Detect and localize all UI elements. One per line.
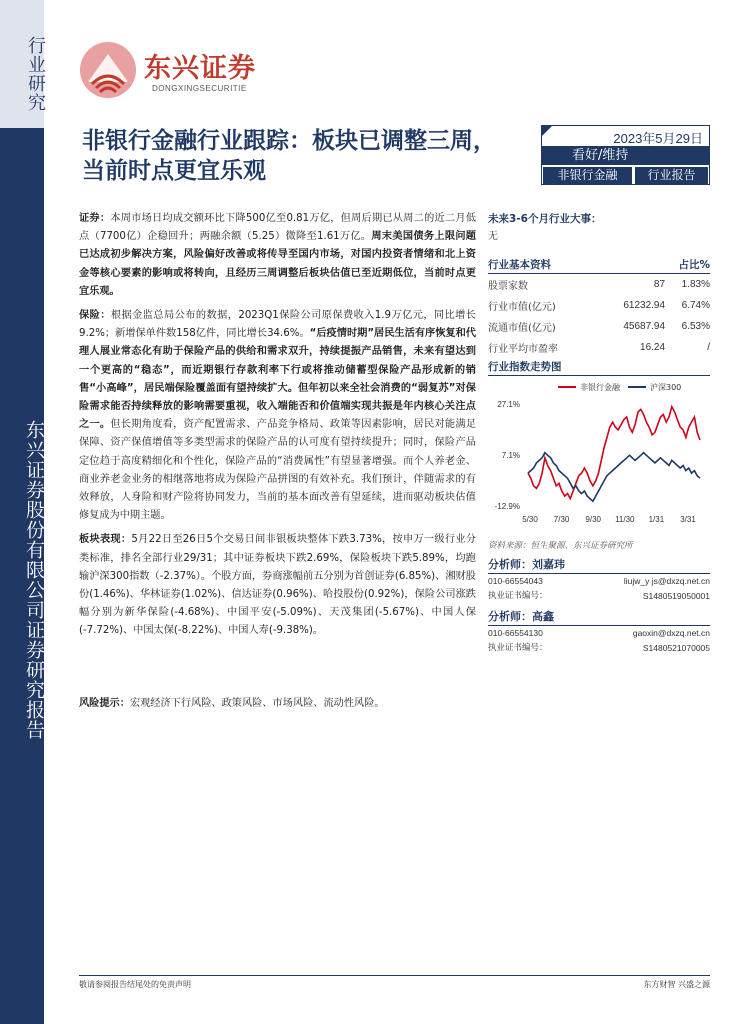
row-pct: 1.83% xyxy=(681,279,710,290)
securities-bold: 周末美国债务上限问题已达成初步解决方案，风险偏好改善或将传导至国内市场，对国内投资者情绪和北上资金等核心要素的影响或将转向，且经历三周调整后板块估值已至近期低位，当前时点更宜乐观。 xyxy=(79,231,476,297)
x-tick-label: 5/30 xyxy=(522,515,538,524)
row-pct: / xyxy=(707,342,710,353)
row-pct: 6.74% xyxy=(681,300,710,311)
logo-name-en: DONGXINGSECURITIE xyxy=(152,84,247,93)
y-tick-label: 7.1% xyxy=(501,451,520,460)
row-label: 行业平均市盈率 xyxy=(488,344,558,355)
analyst-2-contact xyxy=(488,626,710,641)
risk-text: 宏观经济下行风险、政策风险、市场风险、流动性风险。 xyxy=(129,698,385,709)
report-type-tag: 行业报告 xyxy=(635,167,708,184)
logo-mark-icon xyxy=(78,40,138,100)
row-label: 行业市值(亿元) xyxy=(488,302,556,313)
securities-label: 证券： xyxy=(79,213,111,224)
insurance-text-2: 但长期角度看，资产配置需求、产品竞争格局、政策等因素影响，居民对能满足保障、资产保值增值等多类型需求的保险产品的认可度有望持续提升；同时，保险产品定位趋于高度精细化和个性化，保险产品的“消费属性”有望显著增强。而个人养老金、商业养老金业务的相继落地将成为保险产品拼图的有效补充。我们预计，伴随需求的有效释放，人身险和财产险将协同发力，当前的基本面改善有望延续，进而驱动板块估值修复成为中期主题。 xyxy=(79,419,477,522)
left-sidebar xyxy=(0,0,44,1024)
performance-paragraph xyxy=(79,531,476,640)
chart-source: 资料来源：恒生聚源、东兴证券研究所 xyxy=(488,541,633,551)
row-value: 61232.94 xyxy=(623,300,666,311)
analyst-1-email[interactable]: liujw_y js@dxzq.net.cn xyxy=(623,576,710,586)
insurance-bold: “后疫情时期”居民生活有序恢复和代理人展业常态化有助于保险产品的供给和需求双升，持续提振产品销售，未来有望达到一个更高的“稳态”，而近期银行存款利率下行或将推动储蓄型保险产品形成新的销售“小高峰”，居民端保险覆盖面有望持续扩大。但年初以来全社会消费的“弱复苏”对保险需求能否持续释放的影响需要重视，收入端能否和价值端实现共振是年内核心关注点之一。 xyxy=(79,328,476,431)
analyst-2-title: 分析师：高鑫 xyxy=(488,608,710,626)
insurance-paragraph xyxy=(79,307,476,525)
analyst-1-contact xyxy=(488,574,710,589)
row-label: 股票家数 xyxy=(488,281,528,292)
main-content xyxy=(79,210,476,647)
table-row xyxy=(488,337,710,358)
performance-text: 5月22日至26日5个交易日间非银板块整体下跌3.73%，按申万一级行业分类标准，排名全部行业29/31；其中证券板块下跌2.69%，保险板块下跌5.89%，均跑输沪深300指数（-2.37%）。个股方面，券商涨幅前五分别为首创证券(6.85%)、湘财股份(1.46%)、华林证券(1.02%)、信达证券(0.96%)、哈投股份(0.92%)，保险公司涨跌幅分别为新华保险(-4.68%)、中国平安(-5.09%)、天茂集团(-5.67%)、中国人保(-7.72%)、中国太保(-8.22%)、中国人寿(-9.38%)。 xyxy=(79,534,476,637)
events-title: 未来3-6个月行业大事： xyxy=(488,213,602,225)
industry-tag: 非银行金融 xyxy=(543,167,632,184)
report-meta-box xyxy=(541,125,710,185)
risk-paragraph xyxy=(79,694,476,709)
insurance-text-1: 根据金监总局公布的数据，2023Q1保险公司原保费收入1.9万亿元，同比增长9.2%；新增保单件数158亿件，同比增长34.6%。 xyxy=(79,310,476,340)
basics-table xyxy=(488,274,710,358)
category-label: 行业研究 xyxy=(25,36,46,112)
table-row xyxy=(488,316,710,337)
insurance-label: 保险： xyxy=(79,310,111,322)
analyst-1-phone: 010-66554043 xyxy=(488,576,543,586)
row-value: 87 xyxy=(653,279,666,290)
analyst-2-phone: 010-66554130 xyxy=(488,628,543,638)
performance-label: 板块表现： xyxy=(79,534,132,546)
y-tick-label: 27.1% xyxy=(497,400,520,409)
analyst-2-cert: S1480521070005 xyxy=(642,643,710,653)
x-tick-label: 1/31 xyxy=(648,515,665,524)
side-column xyxy=(488,210,710,656)
series-line-nonbank xyxy=(528,407,700,499)
analyst-1-cert-label: 执业证书编号： xyxy=(488,591,548,601)
x-tick-label: 7/30 xyxy=(553,515,570,524)
x-tick-label: 3/31 xyxy=(680,515,696,524)
analyst-2-email[interactable]: gaoxin@dxzq.net.cn xyxy=(632,628,710,638)
x-tick-label: 9/30 xyxy=(585,515,601,524)
legend-label: 非银行金融 xyxy=(580,383,620,392)
table-row xyxy=(488,274,710,295)
basics-title: 行业基本资料 xyxy=(488,259,551,271)
report-title: 非银行金融行业跟踪：板块已调整三周，当前时点更宜乐观 xyxy=(82,128,496,184)
row-value: 45687.94 xyxy=(623,321,666,332)
company-logo xyxy=(78,36,298,106)
footer-slogan: 东方财智 兴盛之源 xyxy=(643,980,710,989)
footer-disclaimer: 敬请参阅报告结尾处的免责声明 xyxy=(79,980,191,989)
row-label: 流通市值(亿元) xyxy=(488,323,556,334)
rating-badge: 看好/维持 xyxy=(542,146,709,165)
legend-label: 沪深300 xyxy=(650,383,682,392)
basics-header xyxy=(488,256,710,274)
index-chart-svg xyxy=(488,376,710,536)
corner-triangle xyxy=(542,126,552,136)
y-tick-label: -12.9% xyxy=(494,502,520,511)
logo-name-cn: 东兴证券 xyxy=(144,53,256,84)
index-chart-title: 行业指数走势图 xyxy=(488,358,710,376)
analyst-1-title: 分析师：刘嘉玮 xyxy=(488,556,710,574)
analyst-2-cert-label: 执业证书编号： xyxy=(488,643,548,653)
basics-pct-header: 占比% xyxy=(678,259,710,271)
risk-label: 风险提示： xyxy=(79,698,130,709)
x-tick-label: 11/30 xyxy=(615,515,635,524)
analyst-1-cert-row xyxy=(488,589,710,604)
analyst-2-cert-row xyxy=(488,641,710,656)
row-pct: 6.53% xyxy=(681,321,710,332)
securities-text: 本周市场日均成交额环比下降500亿至0.81万亿，但周后期已从周二的近二月低点（7700亿）企稳回升；两融余额（5.25）微降至1.61万亿。 xyxy=(79,213,477,243)
index-chart xyxy=(488,376,710,536)
analyst-1-cert: S1480519050001 xyxy=(642,591,710,601)
report-date: 2023年5月29日 xyxy=(613,131,703,146)
row-value: 16.24 xyxy=(640,342,666,353)
securities-paragraph xyxy=(79,210,476,301)
events-value: 无 xyxy=(488,231,498,242)
footer-divider xyxy=(79,975,710,976)
series-line-hs300 xyxy=(528,453,700,502)
company-report-label: 东兴证券股份有限公司证券研究报告 xyxy=(23,420,45,740)
table-row xyxy=(488,295,710,316)
